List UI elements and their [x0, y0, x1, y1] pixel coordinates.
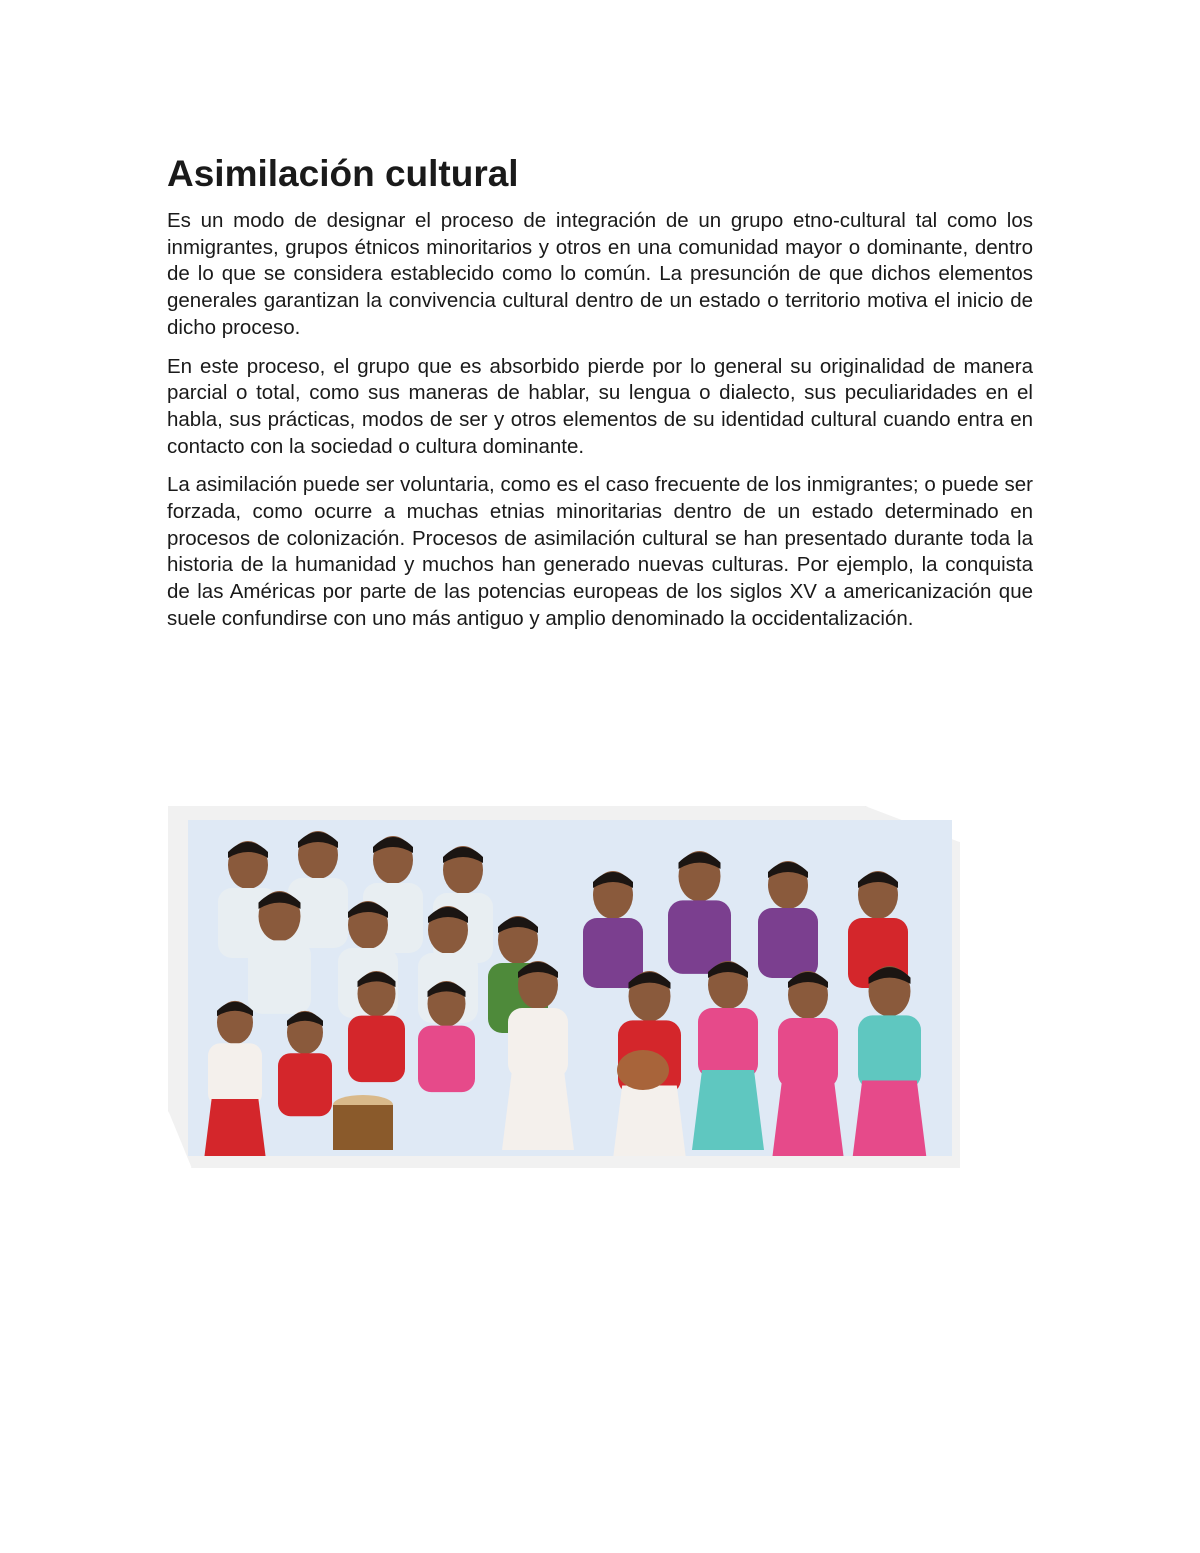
person-torso — [278, 1053, 332, 1116]
paragraph-2: En este proceso, el grupo que es absorbido pierde por lo general su originalidad de manera parcial o total, como sus maneras de hablar, su lengua o dialecto, sus peculiaridades en el habla, sus prácticas, modos de ser y otros elementos de su identidad cultural cuando entra en contacto con la sociedad o cultura dominante. — [167, 354, 1033, 458]
person-skirt — [852, 1081, 928, 1157]
person-torso — [698, 1008, 758, 1078]
person-torso — [778, 1018, 838, 1088]
document-title: Asimilación cultural — [167, 153, 519, 194]
paragraph-1: Es un modo de designar el proceso de integración de un grupo etno-cultural tal como los inmigrantes, grupos étnicos minoritarios y otros en una comunidad mayor o dominante, dentro de lo que se considera establecido como lo común. La presunción de que dichos elementos generales garantizan la convivencia cultural dentro de un estado o territorio motiva el inicio de dicho proceso. — [167, 209, 1033, 339]
person-skirt — [692, 1070, 764, 1150]
drum-body — [333, 1105, 393, 1150]
paragraph-3: La asimilación puede ser voluntaria, como es el caso frecuente de los inmigrantes; o puede ser forzada, como ocurre a muchas etnias minoritarias dentro de un estado determinado en procesos de colonización. Procesos de asimilación cultural se han presentado durante toda la historia de la humanidad y muchos han generado nuevas culturas. Por ejemplo, la conquista de las Américas por parte de las potencias europeas de los siglos XV a americanización que suele confundirse con uno más antiguo y amplio denominado la occidentalización. — [167, 473, 1033, 630]
person-skirt — [612, 1086, 688, 1157]
person-skirt — [772, 1080, 844, 1156]
person-torso — [208, 1043, 262, 1106]
person-torso — [758, 908, 818, 978]
person-torso — [248, 940, 311, 1014]
person-torso — [508, 1008, 568, 1078]
person-torso — [858, 1015, 921, 1089]
person-skirt — [502, 1070, 574, 1150]
person-torso — [348, 1016, 405, 1083]
document-body — [167, 150, 1033, 645]
person-torso — [418, 1026, 475, 1093]
person-torso — [583, 918, 643, 988]
person-skirt — [203, 1099, 268, 1156]
photo-illustration — [188, 820, 952, 1156]
cultural-groups-photo — [188, 820, 952, 1156]
clay-pot — [617, 1050, 669, 1090]
